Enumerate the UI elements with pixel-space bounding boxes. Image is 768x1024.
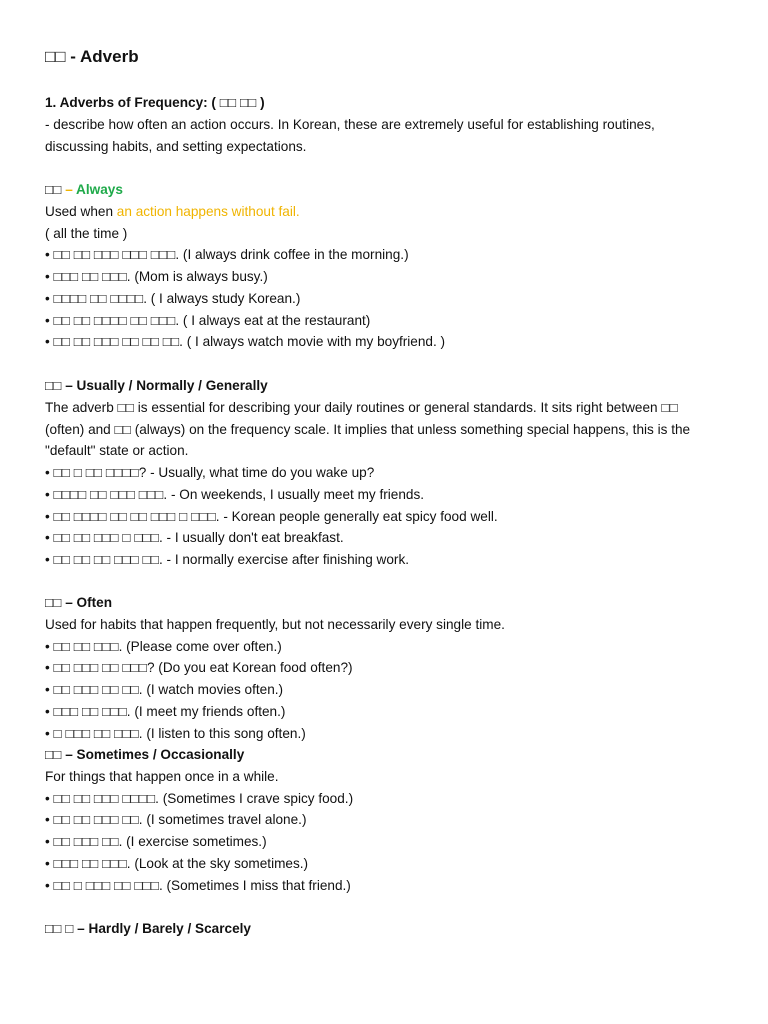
example-item: • □□ □□□ □□. (I exercise sometimes.) [45, 834, 267, 849]
usage-description: The adverb □□ is essential for describing your daily routines or general standards. It sits right between □□ [45, 400, 678, 415]
dash: – [61, 182, 77, 197]
example-item: • □□ □□□ □□ □□. (I watch movies often.) [45, 682, 284, 697]
usage-description: (often) and □□ (always) on the frequency scale. It implies that unless something special happens, this is the [45, 422, 691, 437]
example-item: • □□ □□ □□ □□□ □□. - I normally exercise after finishing work. [45, 552, 410, 567]
example-item: • □□□□ □□ □□□□. ( I always study Korean.) [45, 291, 301, 306]
example-item: • □□ □□□□ □□ □□ □□□ □ □□□. - Korean people generally eat spicy food well. [45, 509, 498, 524]
usage-description: "default" state or action. [45, 443, 189, 458]
page-title: □□ - Adverb [45, 47, 139, 66]
usage-highlight: an action happens without fail. [116, 204, 300, 219]
example-item: • □□ □□ □□□ □□□□. (Sometimes I crave spicy food.) [45, 791, 354, 806]
section-heading-frequency: 1. Adverbs of Frequency: ( □□ □□ ) [45, 95, 265, 110]
example-item: • □□ □□ □□□ □□□ □□□. (I always drink coffee in the morning.) [45, 247, 409, 262]
usage-description: For things that happen once in a while. [45, 769, 279, 784]
example-item: • □□ □□ □□□. (Please come over often.) [45, 639, 282, 654]
subheading-hardly: □□ □ – Hardly / Barely / Scarcely [45, 921, 251, 936]
section-description: discussing habits, and setting expectations. [45, 139, 307, 154]
usage-description: Used for habits that happen frequently, but not necessarily every single time. [45, 617, 505, 632]
subheading-often: □□ – Often [45, 595, 113, 610]
example-item: • □□ □□ □□□ □□. (I sometimes travel alone.) [45, 812, 307, 827]
example-item: • □□ □ □□ □□□□? - Usually, what time do you wake up? [45, 465, 375, 480]
example-item: • □□ □□ □□□ □□ □□ □□. ( I always watch movie with my boyfriend. ) [45, 334, 446, 349]
subheading-usually: □□ – Usually / Normally / Generally [45, 378, 268, 393]
section-description: - describe how often an action occurs. In Korean, these are extremely useful for establishing routines, [45, 117, 655, 132]
usage-description [45, 203, 300, 221]
example-item: • □□□ □□ □□□. (Look at the sky sometimes.) [45, 856, 309, 871]
usage-note: ( all the time ) [45, 226, 128, 241]
example-item: • □□□ □□ □□□. (Mom is always busy.) [45, 269, 268, 284]
subheading-always [45, 181, 123, 199]
example-item: • □□□□ □□ □□□ □□□. - On weekends, I usually meet my friends. [45, 487, 425, 502]
example-item: • □□ □□ □□□□ □□ □□□. ( I always eat at the restaurant) [45, 313, 371, 328]
usage-prefix: Used when [45, 204, 117, 219]
example-item: • □□ □□□ □□ □□□? (Do you eat Korean food often?) [45, 660, 353, 675]
example-item: • □□ □□ □□□ □ □□□. - I usually don't eat breakfast. [45, 530, 344, 545]
example-item: • □□□ □□ □□□. (I meet my friends often.) [45, 704, 286, 719]
korean-word: □□ [45, 182, 62, 197]
english-word: Always [76, 182, 123, 197]
example-item: • □ □□□ □□ □□□. (I listen to this song often.) [45, 726, 306, 741]
subheading-sometimes: □□ – Sometimes / Occasionally [45, 747, 245, 762]
example-item: • □□ □ □□□ □□ □□□. (Sometimes I miss that friend.) [45, 878, 351, 893]
